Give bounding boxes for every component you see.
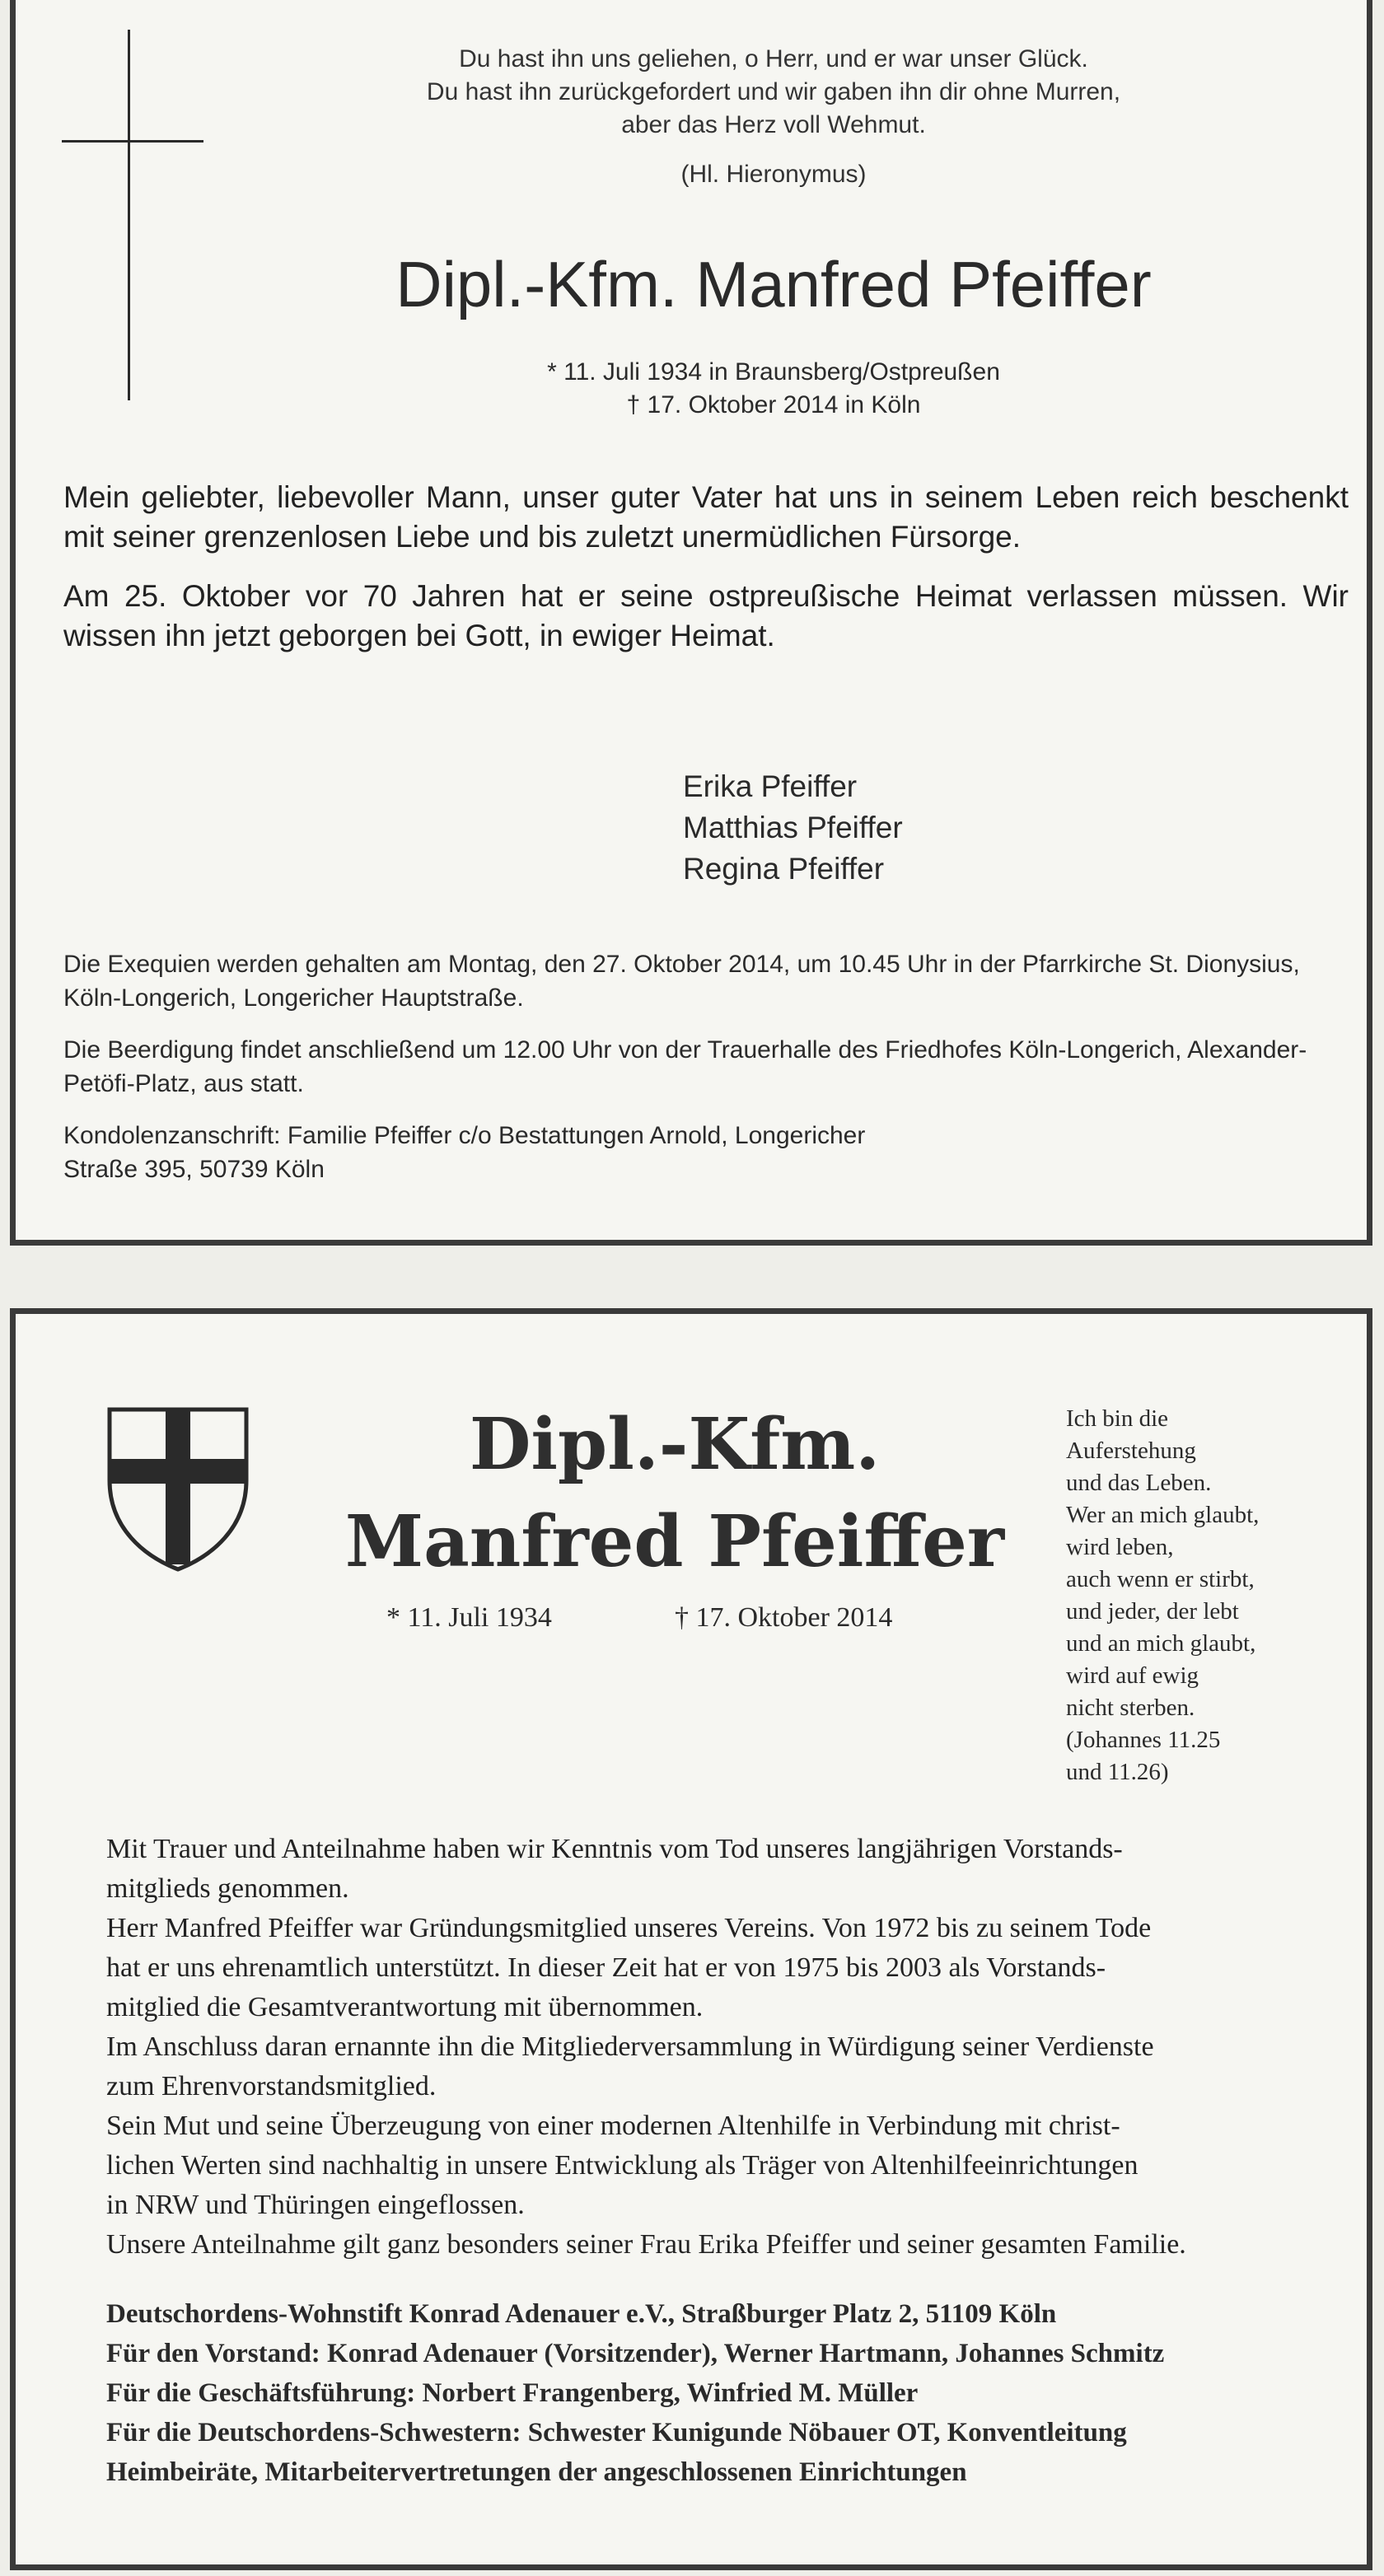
body-line: Mit Trauer und Anteilnahme haben wir Kenntnis vom Tod unseres langjährigen Vorstands- [106, 1834, 1123, 1864]
quote-line: Du hast ihn zurückgefordert und wir gaben ihn dir ohne Murren, [426, 78, 1121, 105]
verse-line: und 11.26) [1066, 1759, 1169, 1785]
quote-source: (Hl. Hieronymus) [680, 161, 867, 188]
family-member: Regina Pfeiffer [683, 852, 885, 886]
exequies-info: Die Exequien werden gehalten am Montag, den 27. Oktober 2014, um 10.45 Uhr in der Pfarrkirche St. Dionysius, Köln-Longerich, Longericher Hauptstraße. [63, 951, 1300, 1012]
quote-line: aber das Herz voll Wehmut. [621, 111, 926, 138]
verse-line: Wer an mich glaubt, [1066, 1502, 1260, 1528]
verse-line: Ich bin die [1066, 1405, 1169, 1432]
org-line: Für den Vorstand: Konrad Adenauer (Vorsitzender), Werner Hartmann, Johannes Schmitz [106, 2339, 1165, 2368]
obituary-notice-family [10, 0, 1372, 1246]
birth-date: * 11. Juli 1934 in Braunsberg/Ostpreußen [547, 358, 1000, 386]
bible-verse [1066, 1403, 1346, 1788]
tribute-text [106, 1830, 1309, 2265]
verse-line: und an mich glaubt, [1066, 1630, 1256, 1657]
org-line: Für die Geschäftsführung: Norbert Frangenberg, Winfried M. Müller [106, 2378, 919, 2408]
org-line: Deutschordens-Wohnstift Konrad Adenauer e.V., Straßburger Platz 2, 51109 Köln [106, 2299, 1057, 2329]
organization-signatures [106, 2294, 1309, 2492]
deceased-name-title [296, 1396, 1054, 1591]
verse-line: (Johannes 11.25 [1066, 1727, 1221, 1753]
death-date: † 17. Oktober 2014 in Köln [626, 391, 921, 418]
obituary-notice-association [10, 1308, 1372, 2570]
verse-line: und jeder, der lebt [1066, 1598, 1239, 1625]
family-signatures [683, 766, 903, 890]
body-line: zum Ehrenvorstandsmitglied. [106, 2071, 437, 2101]
burial-info: Die Beerdigung findet anschließend um 12.00 Uhr von der Trauerhalle des Friedhofes Köln-Longerich, Alexander-Petöfi-Platz, aus statt. [63, 1036, 1307, 1097]
cross-icon-bar [62, 140, 203, 143]
verse-line: wird auf ewig [1066, 1662, 1199, 1689]
body-line: hat er uns ehrenamtlich unterstützt. In dieser Zeit hat er von 1975 bis 2003 als Vorstands- [106, 1952, 1106, 1983]
condolence-address: Kondolenzanschrift: Familie Pfeiffer c/o Bestattungen Arnold, Longericher Straße 395, 50739 Köln [63, 1122, 866, 1183]
family-member: Erika Pfeiffer [683, 769, 858, 803]
quote-line: Du hast ihn uns geliehen, o Herr, und er war unser Glück. [459, 45, 1088, 72]
body-line: Sein Mut und seine Überzeugung von einer modernen Altenhilfe in Verbindung mit christ- [106, 2111, 1120, 2141]
body-line: in NRW und Thüringen eingeflossen. [106, 2190, 525, 2220]
verse-line: Auferstehung [1066, 1438, 1196, 1464]
body-line: Unsere Anteilnahme gilt ganz besonders seiner Frau Erika Pfeiffer und seiner gesamten Familie. [106, 2229, 1186, 2260]
body-line: mitglieds genommen. [106, 1873, 349, 1904]
body-line: lichen Werten sind nachhaltig in unsere Entwicklung als Träger von Altenhilfeeinrichtungen [106, 2150, 1139, 2181]
cross-icon [128, 30, 130, 400]
quote-block [296, 43, 1251, 191]
family-member: Matthias Pfeiffer [683, 811, 903, 844]
deceased-name: Dipl.-Kfm. Manfred Pfeiffer [395, 248, 1152, 320]
tribute-paragraph: Mein geliebter, liebevoller Mann, unser guter Vater hat uns in seinem Leben reich beschenkt mit seiner grenzenlosen Liebe und bis zuletzt unermüdlichen Fürsorge. [63, 480, 1349, 554]
title-line: Manfred Pfeiffer [344, 1500, 1005, 1583]
funeral-info [63, 947, 1349, 1204]
tribute-text [63, 478, 1349, 676]
title-line: Dipl.-Kfm. [469, 1403, 881, 1486]
death-date: † 17. Oktober 2014 [675, 1602, 893, 1633]
body-line: mitglied die Gesamtverantwortung mit übernommen. [106, 1992, 704, 2022]
org-line: Für die Deutschordens-Schwestern: Schwester Kunigunde Nöbauer OT, Konventleitung [106, 2418, 1127, 2447]
verse-line: auch wenn er stirbt, [1066, 1566, 1255, 1592]
birth-date: * 11. Juli 1934 [386, 1602, 552, 1633]
body-line: Im Anschluss daran ernannte ihn die Mitgliederversammlung in Würdigung seiner Verdienste [106, 2031, 1154, 2062]
verse-line: wird leben, [1066, 1534, 1174, 1560]
body-line: Herr Manfred Pfeiffer war Gründungsmitglied unseres Vereins. Von 1972 bis zu seinem Tode [106, 1913, 1152, 1943]
verse-line: nicht sterben. [1066, 1695, 1195, 1721]
org-line: Heimbeiräte, Mitarbeitervertretungen der angeschlossenen Einrichtungen [106, 2457, 967, 2487]
life-dates [296, 356, 1251, 422]
verse-line: und das Leben. [1066, 1470, 1212, 1496]
tribute-paragraph: Am 25. Oktober vor 70 Jahren hat er seine ostpreußische Heimat verlassen müssen. Wir wissen ihn jetzt geborgen bei Gott, in ewiger Heimat. [63, 579, 1349, 652]
teutonic-cross-shield-icon [105, 1405, 251, 1573]
